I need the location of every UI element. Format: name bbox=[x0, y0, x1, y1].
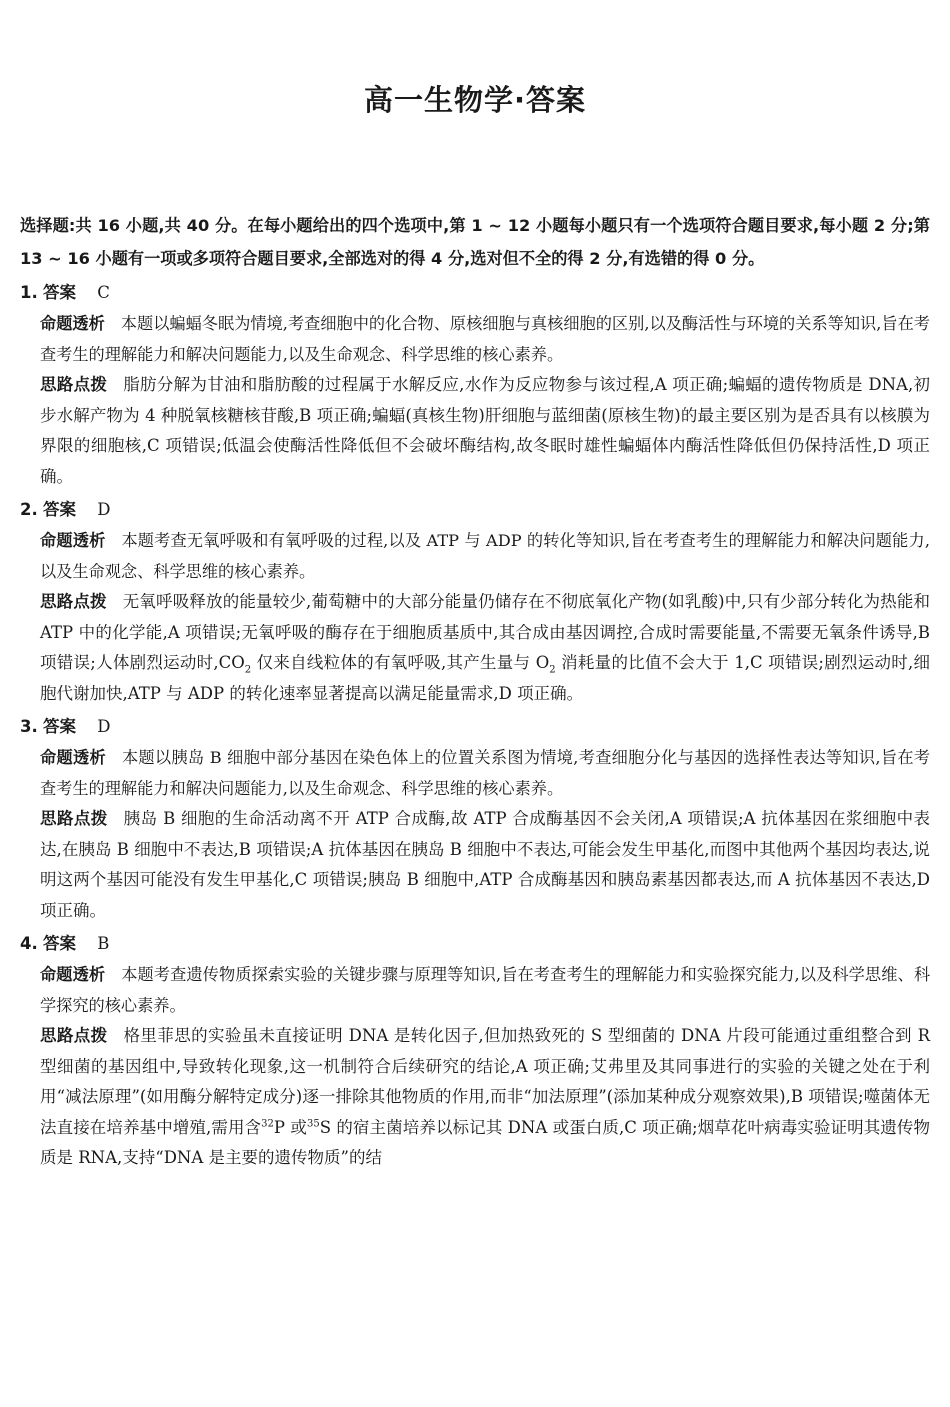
question-1 bbox=[20, 276, 930, 492]
answer-line bbox=[20, 276, 930, 309]
hint-paragraph bbox=[40, 1021, 930, 1174]
hint-paragraph bbox=[40, 370, 930, 492]
question-3 bbox=[20, 710, 930, 926]
hint-text-part: P 或 bbox=[273, 1117, 307, 1137]
analysis-text: 本题考查遗传物质探索实验的关键步骤与原理等知识,旨在考查考生的理解能力和实验探究能力,以及科学思维、科学探究的核心素养。 bbox=[40, 965, 931, 1015]
answer-label: 答案 bbox=[43, 717, 76, 736]
answer-label: 答案 bbox=[43, 934, 76, 953]
hint-text: 脂肪分解为甘油和脂肪酸的过程属于水解反应,水作为反应物参与该过程,A 项正确;蝙蝠的遗传物质是 DNA,初步水解产物为 4 种脱氧核糖核苷酸,B 项正确;蝙蝠(真核生物)肝细胞与蓝细菌(原核生物)的最主要区别为是否具有以核膜为界限的细胞核,C 项错误;低温会使酶活性降低但不会破坏酶结构,故冬眠时雄性蝙蝠体内酶活性降低但仍保持活性,D 项正确。 bbox=[40, 375, 930, 486]
analysis-label: 命题透析 bbox=[40, 748, 106, 767]
analysis-paragraph bbox=[40, 960, 930, 1021]
answer-value: D bbox=[97, 500, 111, 519]
analysis-label: 命题透析 bbox=[40, 965, 106, 984]
answer-label: 答案 bbox=[43, 500, 76, 519]
question-number: 4. bbox=[20, 934, 38, 953]
question-4 bbox=[20, 927, 930, 1174]
answer-value: C bbox=[97, 283, 110, 302]
section-instructions: 选择题:共 16 小题,共 40 分。在每小题给出的四个选项中,第 1 ~ 12 小题每小题只有一个选项符合题目要求,每小题 2 分;第 13 ~ 16 小题有一项或多项符合题目要求,全部选对的得 4 分,选对但不全的得 2 分,有选错的得 0 分。 bbox=[20, 216, 930, 268]
superscript: 32 bbox=[261, 1118, 274, 1129]
subscript: 2 bbox=[244, 664, 252, 676]
analysis-label: 命题透析 bbox=[40, 314, 105, 333]
analysis-text: 本题以胰岛 B 细胞中部分基因在染色体上的位置关系图为情境,考查细胞分化与基因的选择性表达等知识,旨在考查考生的理解能力和解决问题能力,以及生命观念、科学思维的核心素养。 bbox=[40, 748, 930, 798]
hint-label: 思路点拨 bbox=[40, 1026, 108, 1045]
answer-value: D bbox=[97, 717, 111, 736]
hint-text-part: 格里菲思的实验虽未直接证明 DNA 是转化因子,但加热致死的 S 型细菌的 DNA 片段可能通过重组整合到 R 型细菌的基因组中,导致转化现象,这一机制符合后续研究的结论,A 项正确;艾弗里及其同事进行的实验的关键之处在于利用“减法原理”(如用酶分解特定成分)逐一排除其他物质的作用,而非“加法原理”(添加某种成分观察效果),B 项错误;噬菌体无法直接在培养基中增殖,需用含 bbox=[40, 1026, 930, 1137]
hint-text: 胰岛 B 细胞的生命活动离不开 ATP 合成酶,故 ATP 合成酶基因不会关闭,A 项错误;A 抗体基因在浆细胞中表达,在胰岛 B 细胞中不表达,B 项错误;A 抗体基因在胰岛 B 细胞中不表达,可能会发生甲基化,而图中其他两个基因均表达,说明这两个基因可能没有发生甲基化,C 项错误;胰岛 B 细胞中,ATP 合成酶基因和胰岛素基因都表达,而 A 抗体基因不表达,D 项正确。 bbox=[40, 809, 930, 920]
answer-line bbox=[20, 927, 930, 960]
hint-text-part: S 的宿主菌培养以标记其 DNA 或蛋白质,C 项正确;烟草花叶病毒实验证明其遗传物质是 RNA,支持“DNA 是主要的遗传物质”的结 bbox=[40, 1117, 930, 1167]
hint-text-part: 无氧呼吸释放的能量较少,葡萄糖中的大部分能量仍储存在不彻底氧化产物(如乳酸)中,只有少部分转化为热能和 ATP 中的化学能,A 项错误;无氧呼吸的酶存在于细胞质基质中,其合成由基因调控,合成时需要能量,不需要无氧条件诱导,B 项错误;人体剧烈运动时,CO bbox=[40, 592, 931, 672]
analysis-text: 本题考查无氧呼吸和有氧呼吸的过程,以及 ATP 与 ADP 的转化等知识,旨在考查考生的理解能力和解决问题能力,以及生命观念、科学思维的核心素养。 bbox=[40, 531, 930, 581]
hint-text-part: 消耗量的比值不会大于 1,C 项错误;剧烈运动时,细胞代谢加快,ATP 与 ADP 的转化速率显著提高以满足能量需求,D 项正确。 bbox=[40, 653, 930, 703]
hint-label: 思路点拨 bbox=[40, 375, 108, 394]
page-title: 高一生物学·答案 bbox=[363, 83, 587, 117]
question-number: 3. bbox=[20, 717, 38, 736]
question-number: 1. bbox=[20, 283, 38, 302]
hint-paragraph bbox=[40, 587, 930, 709]
analysis-text: 本题以蝙蝠冬眠为情境,考查细胞中的化合物、原核细胞与真核细胞的区别,以及酶活性与环境的关系等知识,旨在考查考生的理解能力和解决问题能力,以及生命观念、科学思维的核心素养。 bbox=[40, 314, 930, 364]
answer-line bbox=[20, 710, 930, 743]
question-number: 2. bbox=[20, 500, 38, 519]
analysis-paragraph bbox=[40, 526, 930, 587]
analysis-paragraph bbox=[40, 743, 930, 804]
hint-paragraph bbox=[40, 804, 930, 926]
answer-line bbox=[20, 493, 930, 526]
hint-label: 思路点拨 bbox=[40, 809, 108, 828]
analysis-label: 命题透析 bbox=[40, 531, 106, 550]
superscript: 35 bbox=[306, 1118, 320, 1129]
subscript: 2 bbox=[549, 664, 556, 676]
analysis-paragraph bbox=[40, 309, 930, 370]
question-2 bbox=[20, 493, 930, 709]
answer-value: B bbox=[97, 934, 110, 953]
hint-text-part: 仅来自线粒体的有氧呼吸,其产生量与 O bbox=[251, 653, 550, 672]
hint-label: 思路点拨 bbox=[40, 592, 107, 611]
answer-content bbox=[20, 209, 930, 1174]
answer-label: 答案 bbox=[43, 283, 76, 302]
